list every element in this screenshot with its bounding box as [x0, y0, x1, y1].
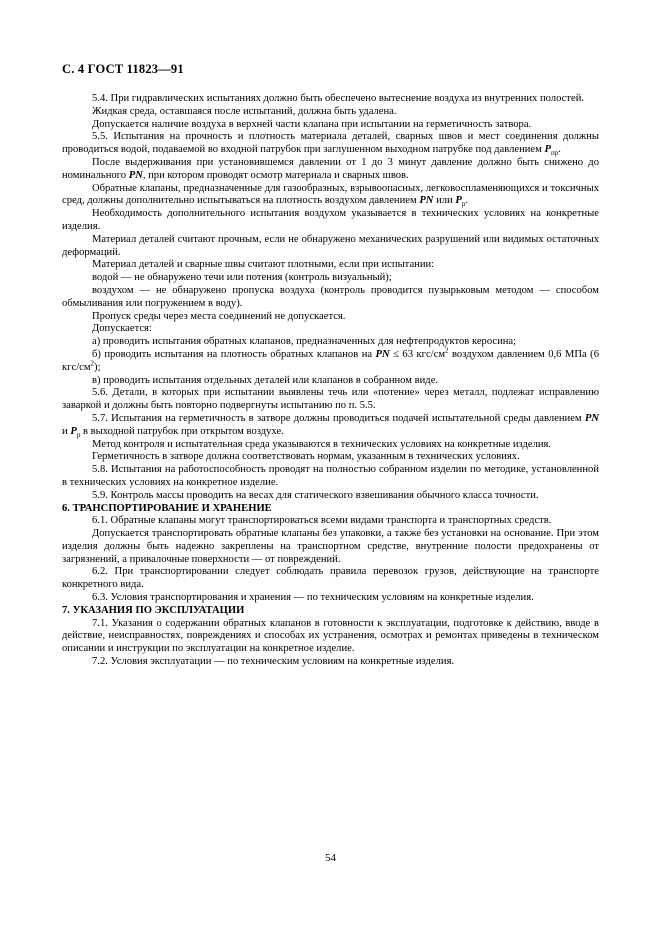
paragraph: Допускается наличие воздуха в верхней части клапана при испытании на герметичность затвора. — [92, 118, 532, 130]
text-run: или — [433, 195, 456, 207]
paragraph: Жидкая среда, оставшаяся после испытаний, должна быть удалена. — [92, 105, 397, 117]
symbol: P — [544, 144, 551, 156]
symbol: PN — [584, 412, 599, 424]
list-item: в) проводить испытания отдельных деталей или клапанов в собранном виде. — [92, 374, 439, 386]
symbol: P — [70, 425, 77, 437]
paragraph: воздухом — не обнаружено пропуска воздуха (контроль проводится пузырьковым методом — способом обмыливания или погружением в воду). — [62, 284, 599, 309]
paragraph: Метод контроля и испытательная среда указываются в технических условиях на конкретные изделия. — [92, 438, 552, 450]
text-run: ≤ 63 кгс/см — [389, 348, 446, 360]
text-run: ); — [94, 361, 101, 373]
paragraph-5-6: 5.6. Детали, в которых при испытании выявлены течь или «потение» через металл, подлежат исправлению заваркой и должны быть повторно подвергнуты испытанию по п. 5.5. — [62, 387, 599, 412]
list-item — [62, 346, 599, 375]
symbol: PN — [128, 169, 143, 181]
paragraph — [62, 157, 599, 183]
paragraph-5-4: 5.4. При гидравлических испытаниях должно быть обеспечено вытеснение воздуха из внутренних полостей. — [92, 93, 585, 104]
paragraph: Допускается: — [92, 323, 152, 335]
text-run: б) проводить испытания на плотность обратных клапанов на — [92, 348, 376, 360]
paragraph: Материал деталей считают прочным, если не обнаружено механических разрушений или видимых остаточных деформаций. — [62, 233, 599, 258]
paragraph-7-2: 7.2. Условия эксплуатации — по техническим условиям на конкретные изделия. — [92, 656, 455, 668]
paragraph-5-7 — [62, 413, 599, 439]
paragraph: Необходимость дополнительного испытания воздухом указывается в технических условиях на конкретные изделия. — [62, 208, 599, 232]
text-run: 5.5. Испытания на прочность и плотность материала деталей, сварных швов и мест соединения должны проводиться водой, подаваемой во входной патрубок при заглушенном выходном патрубке под давлением — [62, 131, 599, 156]
superscript: 2 — [90, 359, 95, 368]
paragraph-5-8: 5.8. Испытания на работоспособность проводят на полностью собранном изделии по методике, установленной в технических условиях на конкретное изделие. — [62, 464, 599, 488]
paragraph-6-3: 6.3. Условия транспортирования и хранения — по техническим условиям на конкретные изделия. — [92, 592, 534, 604]
paragraph-7-1: 7.1. Указания о содержании обратных клапанов в готовности к эксплуатации, подготовке к действию, вводе в действие, неисправностях, повреждениях и способах их устранения, осмотрах и ремонтах приведены в техническом описании и инструкции по эксплуатации на конкретное изделие. — [62, 617, 599, 655]
text-run: и — [62, 425, 71, 437]
text-run: , при котором проводят осмотр материала и сварных швов. — [142, 169, 409, 181]
paragraph: водой — не обнаружено течи или потения (контроль визуальный); — [92, 272, 392, 284]
paragraph: Пропуск среды через места соединений не допускается. — [92, 310, 346, 322]
paragraph-5-5 — [62, 131, 599, 157]
text-run: воздухом давлением 0,6 МПа (6 кгс/см — [62, 348, 599, 373]
paragraph: Материал деталей и сварные швы считают плотными, если при испытании: — [92, 259, 435, 271]
page-number: 54 — [325, 852, 336, 864]
symbol: PN — [375, 348, 390, 360]
superscript: 2 — [445, 346, 449, 355]
text-run: . — [465, 195, 469, 207]
paragraph — [62, 183, 599, 209]
text-run: После выдерживания при установившемся давлении от 1 до 3 минут давление должно быть снижено до номинального — [62, 156, 599, 181]
text-run: . — [558, 144, 561, 156]
section-title-7: 7. УКАЗАНИЯ ПО ЭКСПЛУАТАЦИИ — [62, 604, 245, 616]
text-run: Обратные клапаны, предназначенные для газообразных, взрывоопасных, легковоспламеняющихся и токсичных сред, должны дополнительно испытываться на плотность воздухом давлением — [62, 182, 599, 207]
paragraph: Допускается транспортировать обратные клапаны без упаковки, а также без установки на основание. При этом изделия должны быть надежно закреплены на транспортном средстве, внутренние полости предохранены от загрязнений, а привалочные поверхности — от повреждений. — [62, 528, 599, 565]
symbol: PN — [419, 195, 434, 207]
symbol: P — [455, 195, 462, 207]
paragraph-6-2: 6.2. При транспортировании следует соблюдать правила перевозок грузов, действующие на транспорте конкретного вида. — [62, 566, 599, 591]
list-item: а) проводить испытания обратных клапанов, предназначенных для нефтепродуктов керосина; — [92, 336, 517, 348]
subscript: р — [76, 430, 81, 439]
subscript: пр — [550, 149, 559, 158]
page-header: С. 4 ГОСТ 11823—91 — [62, 62, 184, 76]
text-run: в выходной патрубок при открытом воздухе. — [80, 425, 284, 437]
paragraph-5-9: 5.9. Контроль массы проводить на весах для статического взвешивания обычного класса точности. — [92, 489, 539, 501]
paragraph-6-1: 6.1. Обратные клапаны могут транспортироваться всеми видами транспорта и транспортных средств. — [92, 515, 552, 527]
section-title-6: 6. ТРАНСПОРТИРОВАНИЕ И ХРАНЕНИЕ — [62, 502, 272, 514]
paragraph: Герметичность в затворе должна соответствовать нормам, указанным в технических условиях. — [92, 451, 520, 463]
document-body — [62, 93, 599, 669]
subscript: р — [461, 200, 466, 209]
text-run: 5.7. Испытания на герметичность в затворе должны проводиться подачей испытательной среды давлением — [92, 412, 585, 424]
